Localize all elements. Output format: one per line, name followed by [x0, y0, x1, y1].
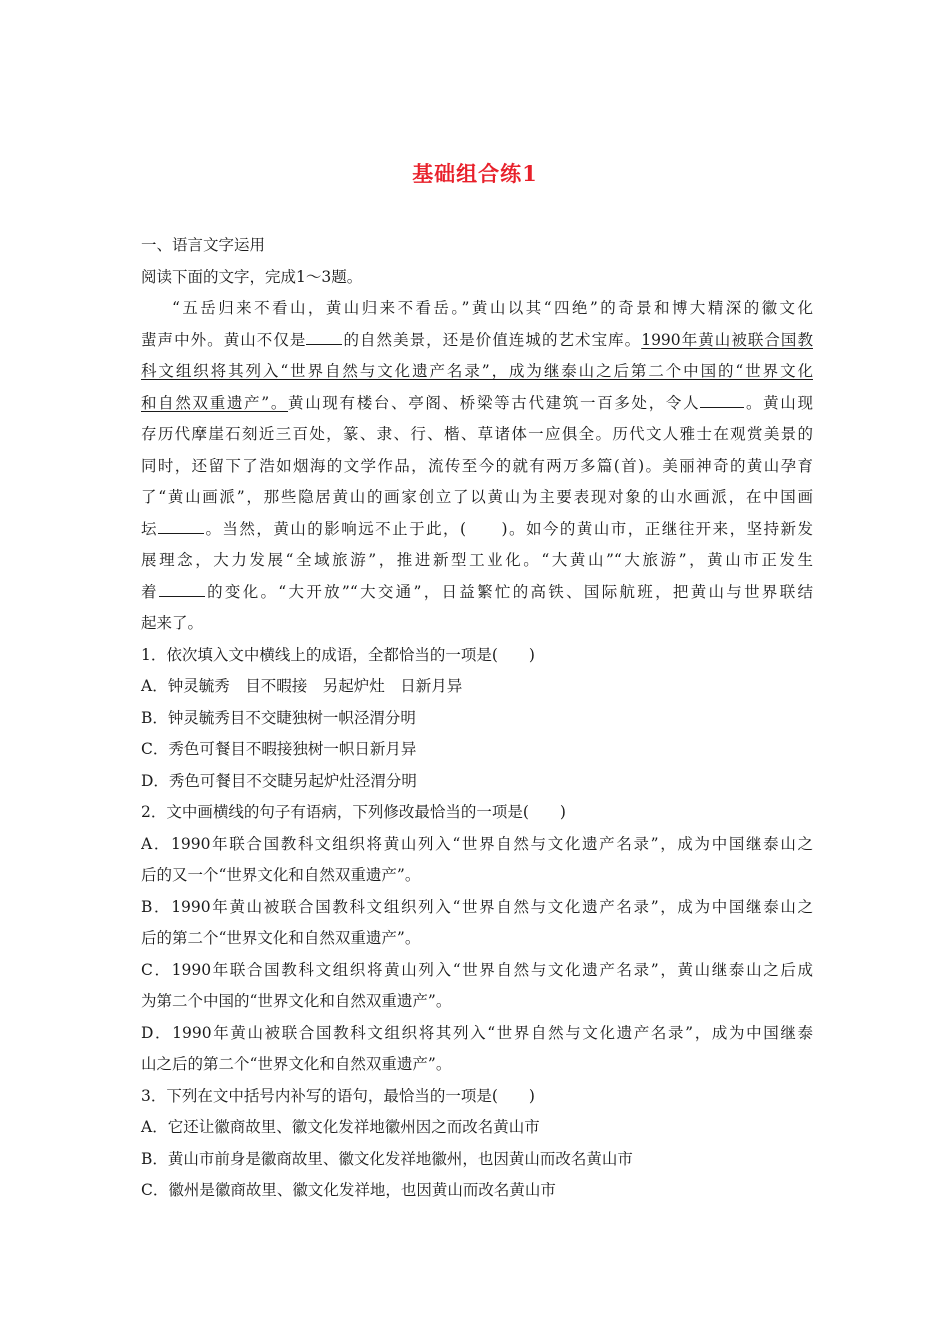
answer-option-continuation: 山之后的第二个“世界文化和自然双重遗产”。	[141, 1055, 452, 1073]
passage-line: 存历代摩崖石刻近三百处，篆、隶、行、楷、草诸体一应俱全。历代文人雅士在观赏美景的	[141, 425, 813, 443]
underlined-sentence: 1990年黄山被联合国教	[641, 330, 813, 349]
answer-option: C．1990年联合国教科文组织将黄山列入“世界自然与文化遗产名录”，黄山继泰山之后成	[141, 960, 813, 979]
passage-line	[141, 325, 813, 357]
question-stem: 1．依次填入文中横线上的成语，全都恰当的一项是( )	[141, 645, 535, 664]
passage-line	[141, 356, 813, 388]
passage-line: 起来了。	[141, 614, 204, 632]
passage-line: 展理念，大力发展“全域旅游”，推进新型工业化。“大黄山”“大旅游”，黄山市正发生	[141, 551, 813, 569]
passage-text: 。当然，黄山的影响远不止于此，( )。如今的黄山市，正继往开来，坚持新发	[203, 519, 813, 538]
fill-blank-1	[306, 328, 342, 345]
reading-passage	[141, 293, 813, 640]
fill-blank-2	[700, 391, 744, 408]
answer-option: C．秀色可餐目不暇接独树一帜日新月异	[141, 740, 417, 758]
page-title: 基础组合练1	[412, 161, 538, 186]
answer-option: D．1990年黄山被联合国教科文组织将其列入“世界自然与文化遗产名录”，成为中国继泰	[141, 1023, 813, 1042]
answer-option-continuation: 后的第二个“世界文化和自然双重遗产”。	[141, 929, 421, 947]
passage-text: 的自然美景，还是价值连城的艺术宝库。	[342, 330, 642, 349]
fill-blank-3	[158, 517, 204, 534]
passage-text: 黄山现有楼台、亭阁、桥梁等古代建筑一百多处，令人	[288, 393, 701, 412]
passage-text: 。黄山现	[744, 393, 813, 412]
answer-option: D．秀色可餐目不交睫另起炉灶泾渭分明	[141, 771, 417, 790]
question-3	[141, 1081, 813, 1207]
answer-option-continuation: 后的又一个“世界文化和自然双重遗产”。	[141, 866, 421, 884]
passage-line	[141, 577, 813, 609]
question-stem: 2．文中画横线的句子有语病，下列修改最恰当的一项是( )	[141, 803, 566, 821]
answer-option: C．徽州是徽商故里、徽文化发祥地，也因黄山而改名黄山市	[141, 1181, 556, 1199]
answer-option: B．1990年黄山被联合国教科文组织列入“世界自然与文化遗产名录”，成为中国继泰山之	[141, 897, 813, 916]
passage-line	[141, 388, 813, 420]
passage-text: 蜚声中外。黄山不仅是	[141, 330, 307, 349]
question-1	[141, 640, 813, 798]
section-heading: 一、语言文字运用	[141, 236, 266, 254]
passage-line: 同时，还留下了浩如烟海的文学作品，流传至今的就有两万多篇(首)。美丽神奇的黄山孕育	[141, 456, 813, 475]
passage-text: 着	[141, 582, 159, 601]
reading-instruction: 阅读下面的文字，完成1～3题。	[141, 267, 363, 286]
underlined-sentence: 科文组织将其列入“世界自然与文化遗产名录”，成为继泰山之后第二个中国的“世界文化	[141, 362, 813, 380]
answer-option: A．钟灵毓秀 目不暇接 另起炉灶 日新月异	[141, 677, 463, 695]
fill-blank-4	[159, 580, 205, 597]
passage-text: 坛	[141, 519, 158, 538]
underlined-sentence: 和自然双重遗产”。	[141, 393, 289, 412]
passage-line: 了“黄山画派”，那些隐居黄山的画家创立了以黄山为主要表现对象的山水画派，在中国画	[141, 488, 813, 506]
answer-option-continuation: 为第二个中国的“世界文化和自然双重遗产”。	[141, 992, 452, 1010]
passage-line	[141, 514, 813, 546]
passage-line: “五岳归来不看山，黄山归来不看岳。”黄山以其“四绝”的奇景和博大精深的徽文化	[172, 299, 813, 317]
answer-option: A．它还让徽商故里、徽文化发祥地徽州因之而改名黄山市	[141, 1118, 540, 1136]
document-body	[141, 230, 813, 1207]
passage-text: 的变化。“大开放”“大交通”，日益繁忙的高铁、国际航班，把黄山与世界联结	[204, 582, 813, 601]
question-2	[141, 797, 813, 1081]
answer-option: A．1990年联合国教科文组织将黄山列入“世界自然与文化遗产名录”，成为中国继泰山之	[141, 834, 813, 853]
question-stem: 3．下列在文中括号内补写的语句，最恰当的一项是( )	[141, 1086, 535, 1105]
answer-option: B．黄山市前身是徽商故里、徽文化发祥地徽州，也因黄山而改名黄山市	[141, 1149, 633, 1168]
answer-option: B．钟灵毓秀目不交睫独树一帜泾渭分明	[141, 708, 416, 727]
